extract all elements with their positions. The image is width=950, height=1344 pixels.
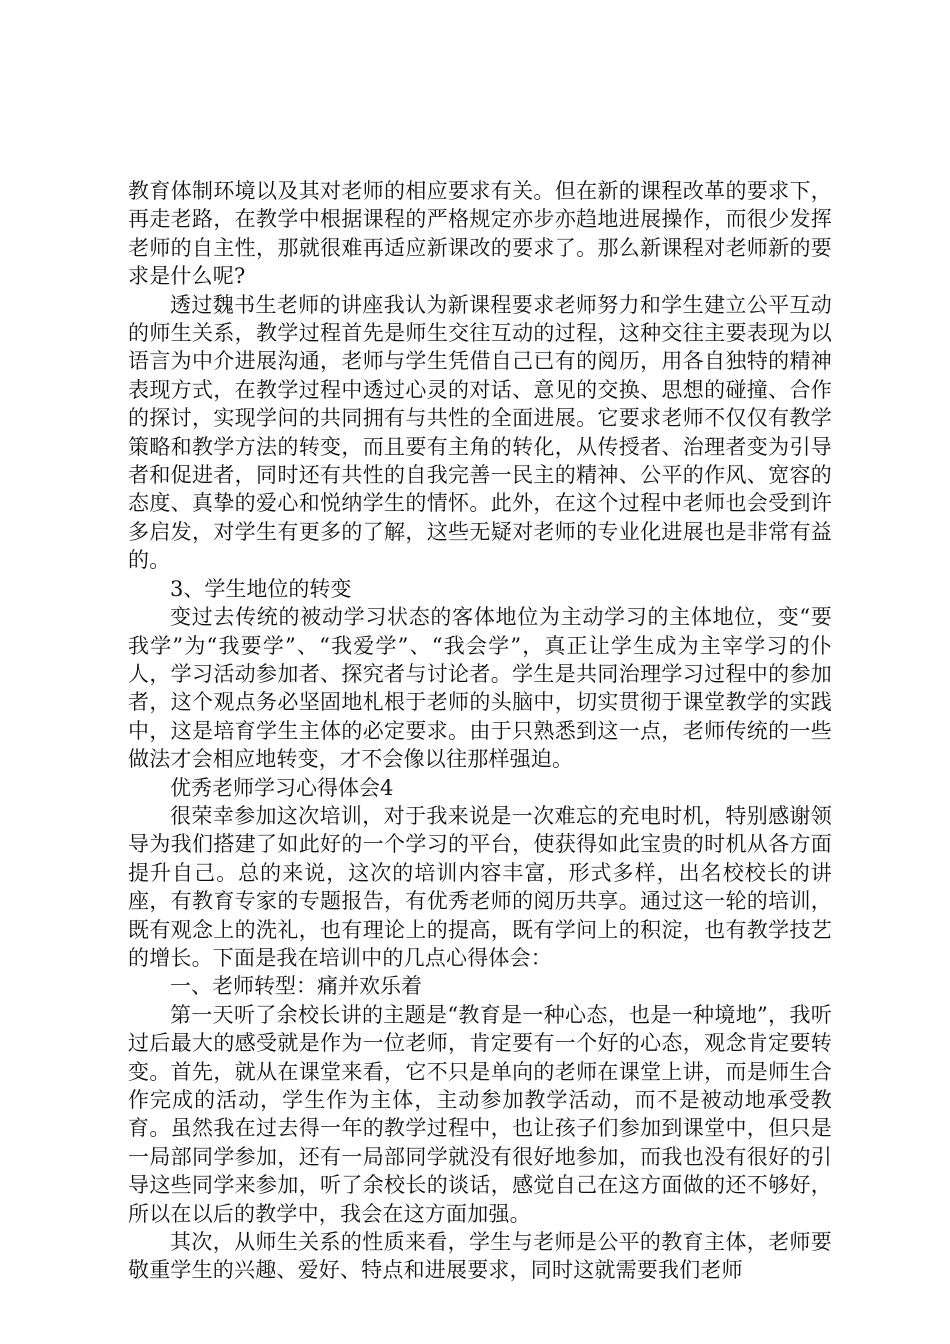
- paragraph-first-day: 第一天听了余校长讲的主题是“教育是一种心态，也是一种境地”，我听过后最大的感受就是作为一位老师，肯定要有一个好的心态，观念肯定要转变。首先，就从在课堂来看，它不只是单向的老师在课堂上讲，而是师生合作完成的活动，学生作为主体，主动参加教学活动，而不是被动地承受教育。虽然我在过去得一年的教学过程中，也让孩子们参加到课堂中，但只是一局部同学参加，还有一局部同学就没有很好地参加，而我也没有很好的引导这些同学来参加，听了余校长的谈话，感觉自己在这方面做的还不够好，所以在以后的教学中，我会在这方面加强。: [128, 1002, 832, 1226]
- section-heading-learning-experience-4: 优秀老师学习心得体会4: [170, 775, 394, 800]
- paragraph-training-intro: 很荣幸参加这次培训，对于我来说是一次难忘的充电时机，特别感谢领导为我们搭建了如此好的一个学习的平台，使获得如此宝贵的时机从各方面提升自己。总的来说，这次的培训内容丰富，形式多样，出名校校长的讲座，有教育专家的专题报告，有优秀老师的阅历共享。通过这一轮的培训，既有观念上的洗礼，也有理论上的提高，既有学问上的积淀，也有教学技艺的增长。下面是我在培训中的几点心得体会：: [128, 803, 832, 970]
- paragraph-second-point: 其次，从师生关系的性质来看，学生与老师是公平的教育主体，老师要敬重学生的兴趣、爱好、特点和进展要求，同时这就需要我们老师: [128, 1230, 832, 1283]
- paragraph-teacher-student-relationship: 透过魏书生老师的讲座我认为新课程要求老师努力和学生建立公平互动的师生关系，教学过程首先是师生交往互动的过程，这种交往主要表现为以语言为中介进展沟通，老师与学生凭借自己已有的阅历，用各自独特的精神表现方式，在教学过程中透过心灵的对话、意见的交换、思想的碰撞、合作的探讨，实现学问的共同拥有与共性的全面进展。它要求老师不仅仅有教学策略和教学方法的转变，而且要有主角的转化，从传授者、治理者变为引导者和促进者，同时还有共性的自我完善一民主的精神、公平的作风、宽容的态度、真挚的爱心和悦纳学生的情怀。此外，在这个过程中老师也会受到许多启发，对学生有更多的了解，这些无疑对老师的专业化进展也是非常有益的。: [128, 292, 832, 573]
- paragraph-continuation: 教育体制环境以及其对老师的相应要求有关。但在新的课程改革的要求下，再走老路，在教学中根据课程的严格规定亦步亦趋地进展操作，而很少发挥老师的自主性，那就很难再适应新课改的要求了。那么新课程对老师新的要求是什么呢?: [128, 179, 832, 289]
- section-heading-student-status: 3、学生地位的转变: [170, 576, 352, 601]
- paragraph-student-status: 变过去传统的被动学习状态的客体地位为主动学习的主体地位，变“要我学”为“我要学”、“我爱学”、“我会学”，真正让学生成为主宰学习的仆人，学习活动参加者、探究者与讨论者。学生是共同治理学习过程中的参加者，这个观点务必坚固地札根于老师的头脑中，切实贯彻于课堂教学的实践中，这是培育学生主体的必定要求。由于只熟悉到这一点，老师传统的一些做法才会相应地转变，才不会像以往那样强迫。: [128, 605, 832, 772]
- section-heading-teacher-transition: 一、老师转型：痛并欢乐着: [170, 974, 422, 999]
- document-page: [128, 177, 832, 1285]
